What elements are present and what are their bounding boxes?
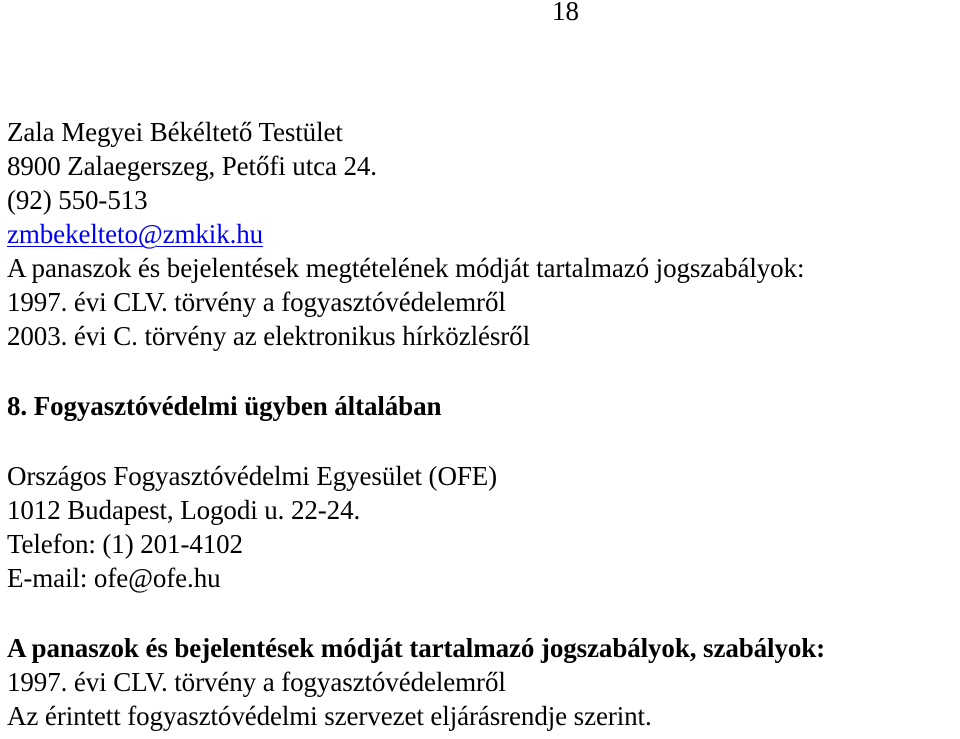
section-8-heading: 8. Fogyasztóvédelmi ügyben általában bbox=[7, 391, 442, 421]
address-zala: 8900 Zalaegerszeg, Petőfi utca 24. bbox=[7, 151, 377, 181]
address-ofe: 1012 Budapest, Logodi u. 22-24. bbox=[7, 495, 361, 525]
page-number: 18 bbox=[552, 0, 579, 26]
rules-heading-ofe: A panaszok és bejelentések módját tartalmazó jogszabályok, szabályok: bbox=[7, 633, 826, 663]
laws-heading-zala: A panaszok és bejelentések megtételének módját tartalmazó jogszabályok: bbox=[7, 253, 805, 283]
rule-item-1: 1997. évi CLV. törvény a fogyasztóvédelemről bbox=[7, 667, 506, 697]
email-link-text[interactable]: zmbekelteto@zmkik.hu bbox=[7, 219, 264, 249]
law-item-2: 2003. évi C. törvény az elektronikus hírközlésről bbox=[7, 321, 530, 351]
phone-zala: (92) 550-513 bbox=[7, 185, 148, 215]
rule-item-2: Az érintett fogyasztóvédelmi szervezet eljárásrendje szerint. bbox=[7, 701, 652, 731]
email-ofe: E-mail: ofe@ofe.hu bbox=[7, 563, 221, 593]
phone-ofe: Telefon: (1) 201-4102 bbox=[7, 529, 243, 559]
law-item-1: 1997. évi CLV. törvény a fogyasztóvédelemről bbox=[7, 287, 506, 317]
email-link-zala[interactable] bbox=[7, 217, 263, 251]
org-name-zala: Zala Megyei Békéltető Testület bbox=[7, 117, 343, 147]
org-name-ofe: Országos Fogyasztóvédelmi Egyesület (OFE) bbox=[7, 461, 498, 491]
